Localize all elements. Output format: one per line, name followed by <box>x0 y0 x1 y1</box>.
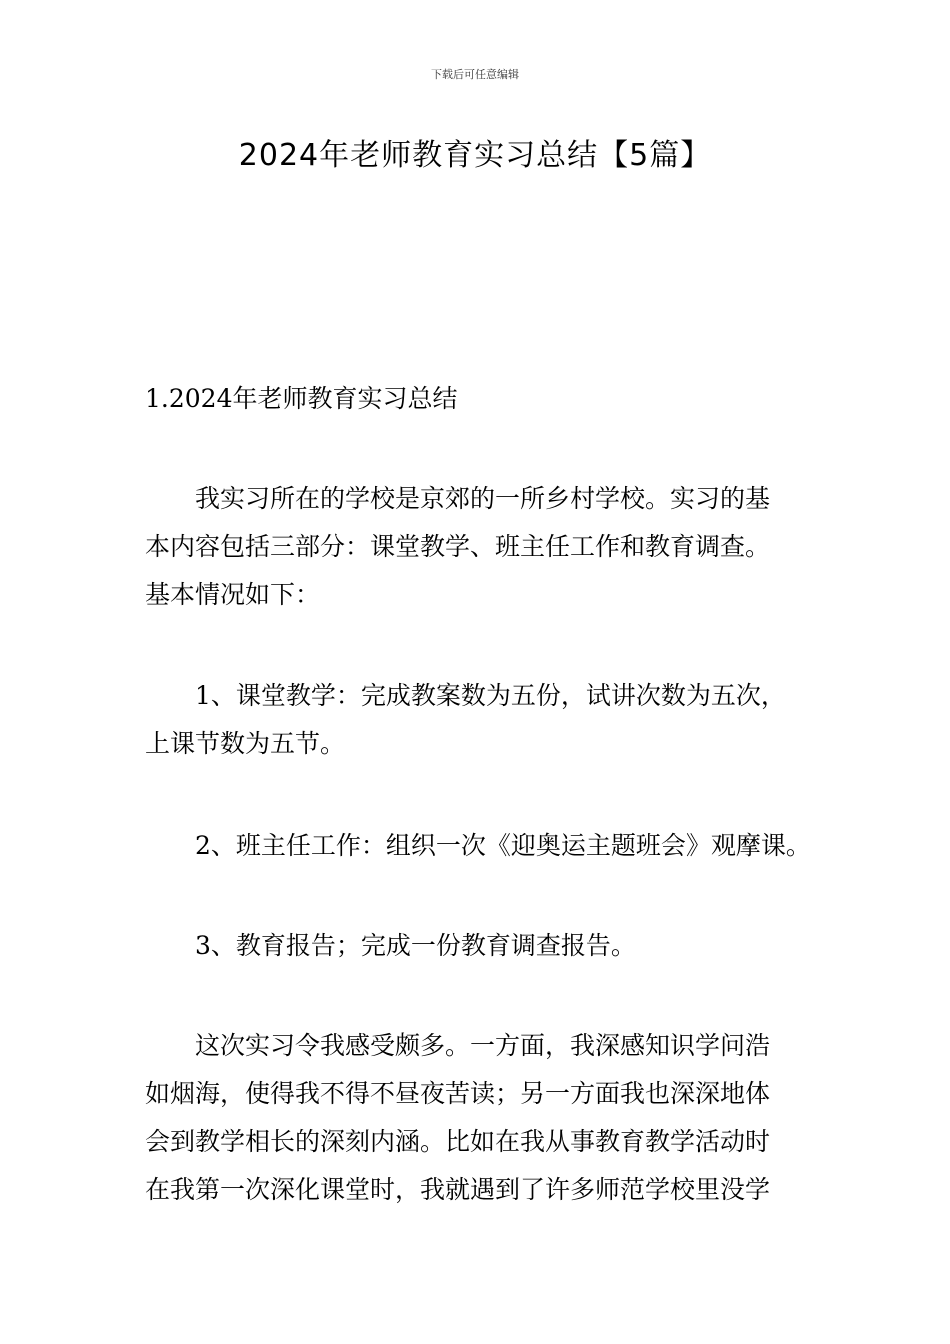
paragraph-line: 这次实习令我感受颇多。一方面，我深感知识学问浩 <box>195 1031 771 1060</box>
paragraph-line: 本内容包括三部分：课堂教学、班主任工作和教育调查。 <box>145 532 771 561</box>
paragraph-line: 3、教育报告；完成一份教育调查报告。 <box>195 931 636 960</box>
paragraph-item-1 <box>145 672 810 768</box>
paragraph-line: 会到教学相长的深刻内涵。比如在我从事教育教学活动时 <box>145 1127 771 1156</box>
document-title: 2024年老师教育实习总结【5篇】 <box>238 138 712 173</box>
paragraph-line: 1、课堂教学：完成教案数为五份，试讲次数为五次， <box>195 681 786 710</box>
section-heading: 1.2024年老师教育实习总结 <box>145 384 458 413</box>
paragraph-reflection <box>145 1022 810 1214</box>
paragraph-line: 如烟海，使得我不得不昼夜苦读；另一方面我也深深地体 <box>145 1079 771 1108</box>
paragraph-item-2 <box>145 822 810 870</box>
paragraph-line: 我实习所在的学校是京郊的一所乡村学校。实习的基 <box>195 484 771 513</box>
paragraph-line: 在我第一次深化课堂时，我就遇到了许多师范学校里没学 <box>145 1175 771 1204</box>
paragraph-item-3 <box>145 922 810 970</box>
paragraph-intro <box>145 475 810 619</box>
header-note: 下载后可任意编辑 <box>431 68 519 81</box>
paragraph-line: 基本情况如下： <box>145 580 321 609</box>
paragraph-line: 上课节数为五节。 <box>145 729 346 758</box>
paragraph-line: 2、班主任工作：组织一次《迎奥运主题班会》观摩课。 <box>195 831 811 860</box>
